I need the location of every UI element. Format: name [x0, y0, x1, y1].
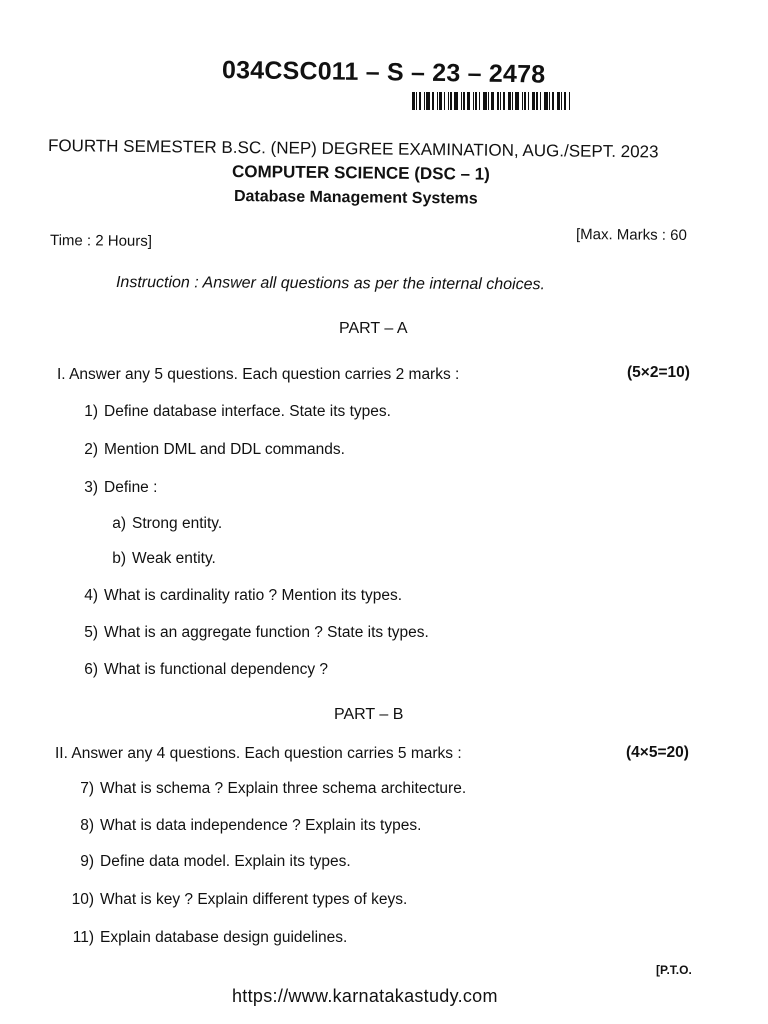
question-item [74, 624, 429, 642]
question-item [70, 780, 466, 798]
question-item [70, 891, 407, 909]
question-item [74, 441, 345, 459]
exam-title: FOURTH SEMESTER B.SC. (NEP) DEGREE EXAMINATION, AUG./SEPT. 2023 [47, 136, 659, 162]
part-a-marks: (5×2=10) [627, 364, 690, 381]
question-item [74, 479, 157, 497]
question-text: What is an aggregate function ? State its types. [104, 624, 429, 641]
question-number: 11) [72, 929, 94, 946]
time-label: Time : 2 Hours] [49, 232, 153, 250]
question-item [74, 587, 402, 605]
question-text: What is key ? Explain different types of keys. [100, 891, 408, 908]
question-text: Mention DML and DDL commands. [104, 441, 345, 458]
footer-url: https://www.karnatakastudy.com [232, 986, 498, 1006]
part-b-marks: (4×5=20) [626, 744, 689, 761]
question-text: Define : [104, 479, 158, 496]
question-number: 8) [80, 817, 94, 834]
question-item [74, 661, 328, 679]
question-number: 10) [71, 891, 94, 908]
question-number: 5) [84, 624, 98, 641]
paper-title: Database Management Systems [233, 188, 478, 208]
question-number: a) [112, 515, 126, 532]
part-b-title: PART – B [334, 706, 404, 723]
instruction-text: Instruction : Answer all questions as per the internal choices. [115, 274, 546, 294]
question-number: 6) [84, 661, 98, 678]
part-a-title: PART – A [339, 320, 408, 337]
question-item [70, 929, 347, 947]
question-number: 3) [84, 479, 98, 496]
part-a-heading: I. Answer any 5 questions. Each question carries 2 marks : [57, 366, 460, 383]
question-number: 1) [84, 403, 98, 420]
question-text: Explain database design guidelines. [100, 929, 348, 946]
question-text: What is schema ? Explain three schema architecture. [100, 780, 467, 797]
question-text: What is functional dependency ? [104, 661, 329, 678]
question-item [70, 817, 421, 835]
barcode-image [412, 92, 702, 110]
subject-title: COMPUTER SCIENCE (DSC – 1) [231, 162, 490, 184]
question-number: b) [112, 550, 126, 567]
question-number: 4) [84, 587, 98, 604]
question-text: What is cardinality ratio ? Mention its types. [104, 587, 403, 604]
part-b-heading: II. Answer any 4 questions. Each question carries 5 marks : [55, 745, 462, 762]
question-item [70, 853, 351, 871]
question-item [74, 403, 391, 421]
question-number: 7) [80, 780, 94, 797]
paper-code: 034CSC011 – S – 23 – 2478 [221, 56, 546, 89]
question-text: Define database interface. State its types. [104, 403, 391, 420]
question-text: Strong entity. [132, 515, 223, 532]
sub-question-item [102, 550, 216, 568]
question-text: Weak entity. [132, 550, 216, 567]
question-text: What is data independence ? Explain its types. [100, 817, 422, 834]
max-marks-label: [Max. Marks : 60 [575, 226, 687, 244]
pto-label: [P.T.O. [656, 963, 692, 977]
question-text: Define data model. Explain its types. [100, 853, 351, 870]
question-number: 2) [84, 441, 98, 458]
question-number: 9) [80, 853, 94, 870]
sub-question-item [102, 515, 222, 533]
